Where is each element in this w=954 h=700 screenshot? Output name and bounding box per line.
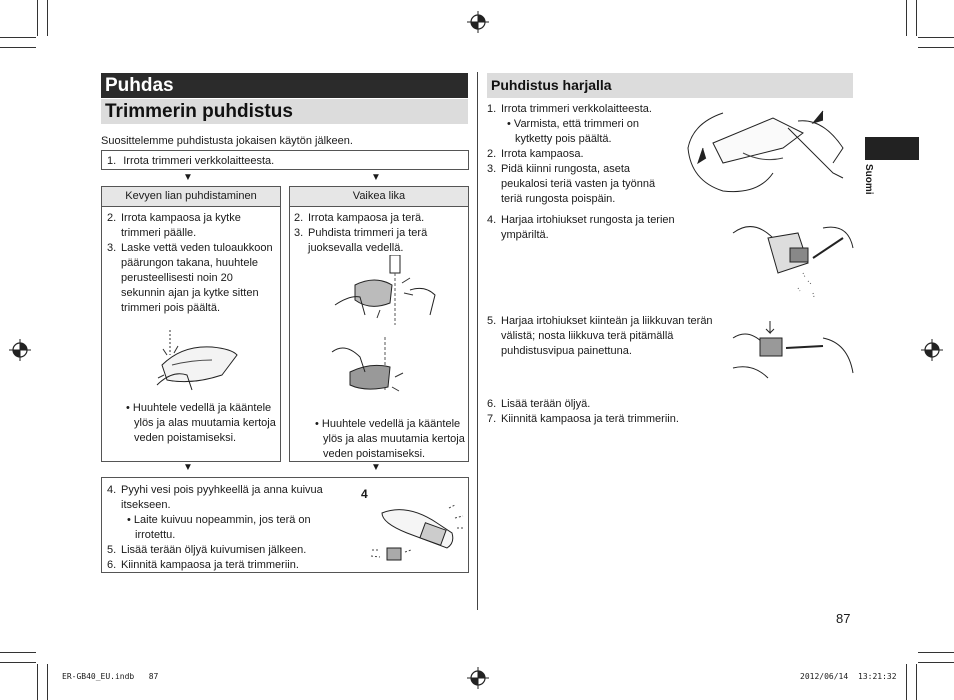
footer-file: ER-GB40_EU.indb 87 — [62, 672, 159, 681]
brush-heading: Puhdistus harjalla — [487, 73, 853, 98]
footer-time: 13:21:32 — [858, 672, 897, 681]
flow-arrow-icon: ▼ — [371, 462, 381, 473]
step-text: Irrota trimmeri verkkolaitteesta. — [123, 155, 275, 167]
figure-label: 4 — [361, 487, 368, 501]
flow-arrow-icon: ▼ — [183, 462, 193, 473]
crop-mark — [906, 664, 907, 700]
heavy-steps — [294, 211, 464, 256]
crop-mark — [918, 662, 954, 663]
light-note: • Huuhtele vedellä ja kääntele ylös ja alas muutamia kertoja veden poistamiseksi. — [126, 402, 276, 444]
crop-mark — [918, 47, 954, 48]
list-item: 3. Puhdista trimmeri ja terä juoksevalla vedellä. — [294, 227, 428, 254]
drying-note: • Laite kuivuu nopeammin, jos terä on irrotettu. — [127, 514, 311, 541]
intro-text: Suosittelemme puhdistusta jokaisen käytön jälkeen. — [101, 135, 353, 147]
crop-mark — [916, 664, 917, 700]
crop-mark — [37, 664, 38, 700]
crop-mark — [37, 0, 38, 36]
crop-mark — [0, 47, 36, 48]
crop-mark — [906, 0, 907, 36]
brush-note: • Varmista, että trimmeri on kytketty pois päältä. — [507, 118, 640, 145]
crop-mark — [47, 664, 48, 700]
crop-mark — [0, 652, 36, 653]
column-divider — [477, 72, 478, 610]
section-heading: Puhdas — [101, 73, 468, 98]
heavy-cleaning-box — [289, 186, 469, 462]
list-item: 6. Kiinnitä kampaosa ja terä trimmeriin. — [107, 559, 299, 571]
list-item: 4. Harjaa irtohiukset rungosta ja terien ympäriltä. — [487, 214, 675, 241]
crop-mark — [0, 37, 36, 38]
light-cleaning-title: Kevyen lian puhdistaminen — [102, 187, 280, 207]
list-item: 2. Irrota kampaosa ja kytke trimmeri päälle. — [107, 212, 241, 239]
list-item: 7. Kiinnitä kampaosa ja terä trimmeriin. — [487, 413, 679, 425]
language-label: Suomi — [863, 164, 874, 195]
list-item: 3. Pidä kiinni rungosta, aseta peukalosi teriä vasten ja työnnä teriä rungosta poispäin. — [487, 163, 656, 205]
crop-mark — [918, 652, 954, 653]
drying-steps — [107, 483, 332, 573]
brush-step4 — [487, 213, 692, 243]
heavy-note: • Huuhtele vedellä ja kääntele ylös ja alas muutamia kertoja veden poistamiseksi. — [315, 418, 465, 460]
step-box-1 — [101, 150, 469, 170]
subsection-heading: Trimmerin puhdistus — [101, 99, 468, 124]
light-cleaning-box — [101, 186, 281, 462]
rinse-under-tap-illustration — [152, 325, 242, 395]
list-item: 2. Irrota kampaosa ja terä. — [294, 212, 425, 224]
list-item: 5. Harjaa irtohiukset kiinteän ja liikkuvan terän välistä; nosta liikkuva terä pitämällä puhdistusvipua painettuna. — [487, 315, 713, 357]
wash-trimmer-illustration — [330, 255, 440, 325]
trimmer-drying-illustration — [367, 498, 467, 570]
crop-mark — [916, 0, 917, 36]
wash-blade-illustration — [330, 337, 440, 397]
registration-mark-icon — [9, 339, 31, 361]
crop-mark — [0, 662, 36, 663]
registration-mark-icon — [921, 339, 943, 361]
list-item: 6. Lisää terään öljyä. — [487, 398, 591, 410]
remove-blade-illustration — [683, 103, 855, 197]
registration-mark-icon — [467, 11, 489, 33]
page-number: 87 — [836, 611, 851, 626]
registration-mark-icon — [467, 667, 489, 689]
brush-body-illustration — [728, 213, 858, 308]
brush-blades-illustration — [728, 318, 858, 396]
crop-mark — [918, 37, 954, 38]
drying-box — [101, 477, 469, 573]
light-steps — [107, 211, 277, 316]
list-item: 1. Irrota trimmeri verkkolaitteesta. — [487, 103, 652, 115]
brush-steps-group1 — [487, 102, 672, 207]
brush-steps-group6 — [487, 397, 727, 427]
flow-arrow-icon: ▼ — [183, 172, 193, 183]
list-item: 2. Irrota kampaosa. — [487, 148, 584, 160]
crop-mark — [47, 0, 48, 36]
language-tab — [865, 137, 919, 160]
list-item: 3. Laske vettä veden tuloaukkoon päärungon takana, huuhtele perusteellisesti noin 20 sekunnin ajan ja kytke sitten trimmeri pois päältä. — [107, 242, 273, 314]
flow-arrow-icon: ▼ — [371, 172, 381, 183]
footer-date: 2012/06/14 — [800, 672, 849, 681]
brush-step5 — [487, 314, 719, 359]
list-item: 5. Lisää terään öljyä kuivumisen jälkeen. — [107, 544, 307, 556]
list-item: 4. Pyyhi vesi pois pyyhkeellä ja anna kuivua itsekseen. — [107, 484, 323, 511]
heavy-cleaning-title: Vaikea lika — [290, 187, 468, 207]
step-number: 1. — [107, 155, 117, 167]
